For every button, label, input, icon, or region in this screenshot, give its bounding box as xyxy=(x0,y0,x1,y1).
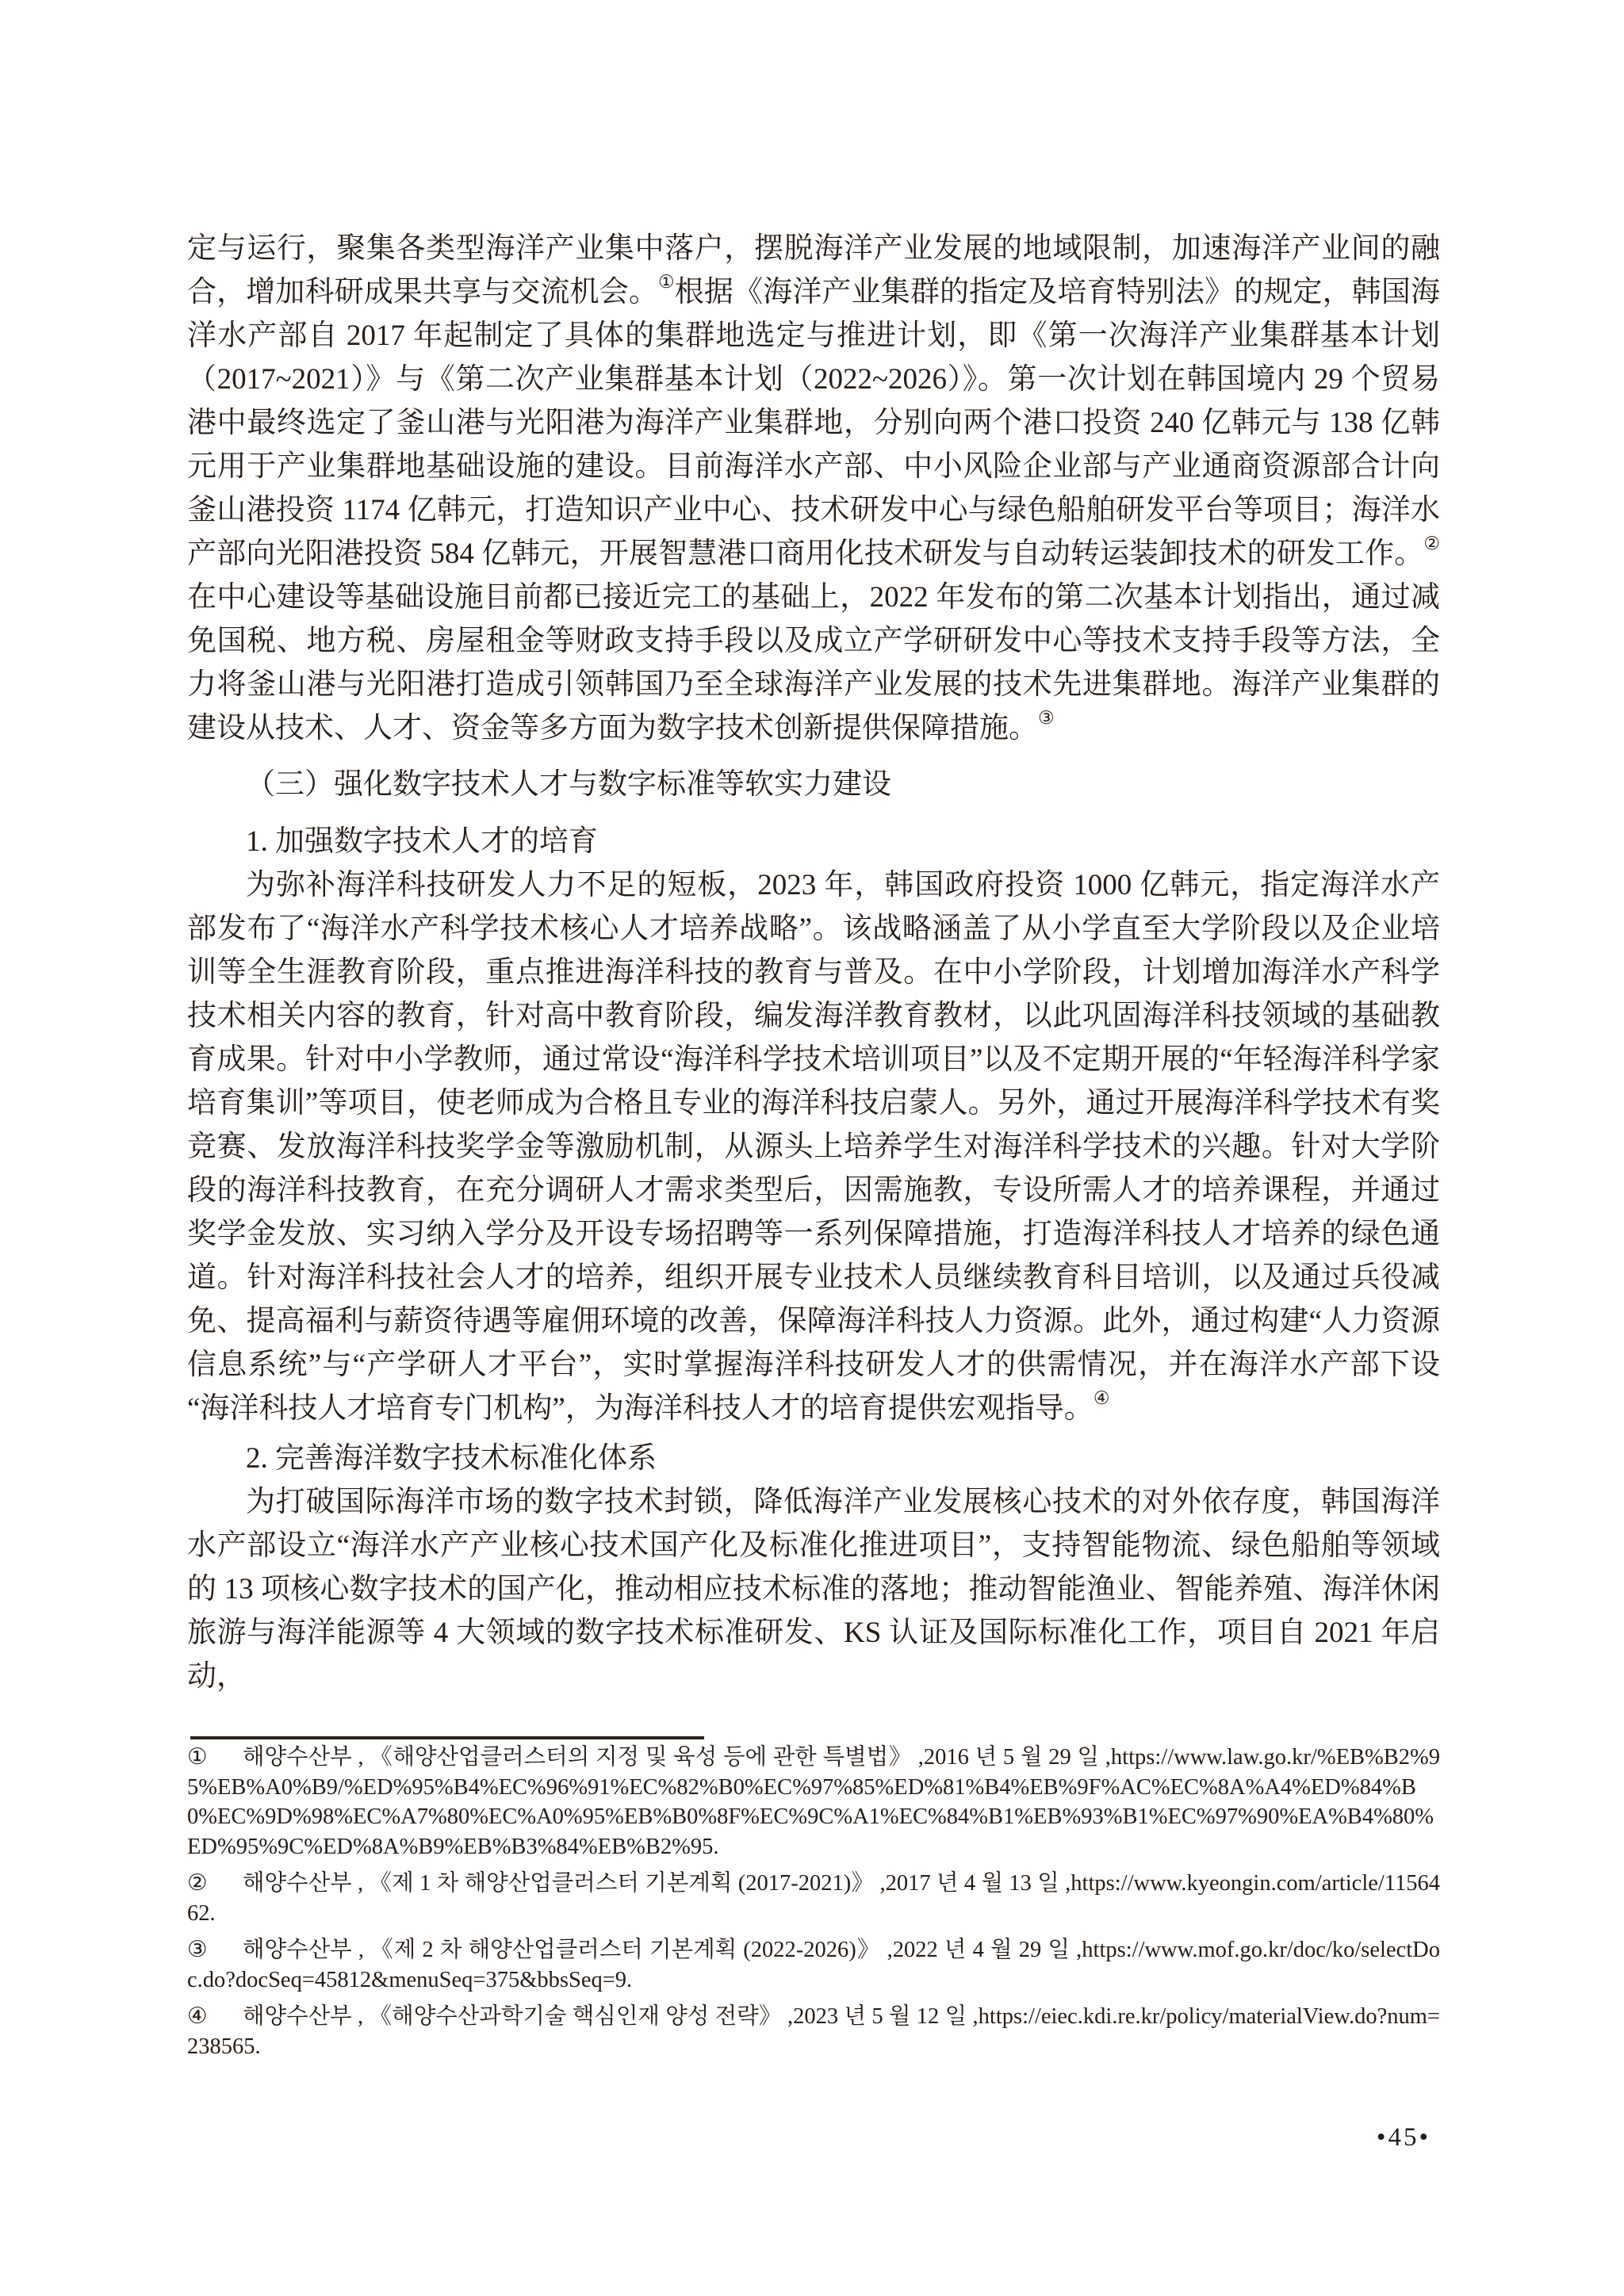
footnote-marker: ① xyxy=(187,1745,208,1770)
main-text-column xyxy=(187,227,1440,1698)
footnotes-section xyxy=(187,1743,1440,2068)
footnote-item xyxy=(187,2002,1440,2061)
page-number: •45• xyxy=(1376,2123,1431,2152)
body-blocks xyxy=(187,227,1440,1698)
sub-heading: 1. 加强数字技术人才的培育 xyxy=(246,825,598,858)
footnote-text: 해양수산부 , 《제 1 차 해양산업클러스터 기본계획 (2017-2021)》 ,2017 년 4 월 13 일 ,https://www.kyeongin.com/article/1156462. xyxy=(187,1871,1440,1926)
body-paragraph: 为打破国际海洋市场的数字技术封锁，降低海洋产业发展核心技术的对外依存度，韩国海洋水产部设立“海洋水产产业核心技术国产化及标准化推进项目”，支持智能物流、绿色船舶等领域的 13 项核心数字技术的国产化，推动相应技术标准的落地；推动智能渔业、智能养殖、海洋休闲旅游与海洋能源等 4 大领域的数字技术标准研发、KS 认证及国际标准化工作，项目自 2021 年启动， xyxy=(187,1486,1440,1693)
sub-heading: 2. 完善海洋数字技术标准化体系 xyxy=(246,1442,657,1475)
section-heading: （三）强化数字技术人才与数字标准等软实力建设 xyxy=(246,768,891,801)
footnote-ref: ① xyxy=(658,272,675,292)
body-paragraph: 定与运行，聚集各类型海洋产业集中落户，摆脱海洋产业发展的地域限制，加速海洋产业间的融合，增加科研成果共享与交流机会。①根据《海洋产业集群的指定及培育特别法》的规定，韩国海洋水产部自 2017 年起制定了具体的集群地选定与推进计划，即《第一次海洋产业集群基本计划（2017~2021）》与《第二次产业集群基本计划（2022~2026）》。第一次计划在韩国境内 29 个贸易港中最终选定了釜山港与光阳港为海洋产业集群地，分别向两个港口投资 240 亿韩元与 138 亿韩元用于产业集群地基础设施的建设。目前海洋水产部、中小风险企业部与产业通商资源部合计向釜山港投资 1174 亿韩元，打造知识产业中心、技术研发中心与绿色船舶研发平台等项目；海洋水产部向光阳港投资 584 亿韩元，开展智慧港口商用化技术研发与自动转运装卸技术的研发工作。②在中心建设等基础设施目前都已接近完工的基础上，2022 年发布的第二次基本计划指出，通过减免国税、地方税、房屋租金等财政支持手段以及成立产学研研发中心等技术支持手段等方法，全力将釜山港与光阳港打造成引领韩国乃至全球海洋产业发展的技术先进集群地。海洋产业集群的建设从技术、人才、资金等多方面为数字技术创新提供保障措施。③ xyxy=(187,232,1440,744)
footnote-separator xyxy=(190,1736,704,1739)
footnote-text: 해양수산부 , 《제 2 차 해양산업클러스터 기본계획 (2022-2026)》 ,2022 년 4 월 29 일 ,https://www.mof.go.kr/doc/ko/selectDoc.do?docSeq=45812&menuSeq=375&bbsSeq=9. xyxy=(187,1938,1440,1992)
footnote-item xyxy=(187,1743,1440,1862)
footnote-item xyxy=(187,1869,1440,1928)
footnote-ref: ④ xyxy=(1093,1388,1110,1408)
footnote-marker: ② xyxy=(187,1871,208,1896)
footnote-marker: ④ xyxy=(187,2004,208,2029)
footnote-item xyxy=(187,1935,1440,1995)
footnote-ref: ② xyxy=(1423,534,1440,553)
footnote-text: 해양수산부 , 《해양수산과학기술 핵심인재 양성 전략》 ,2023 년 5 월 12 일 ,https://eiec.kdi.re.kr/policy/materialView.do?num=238565. xyxy=(187,2004,1440,2059)
footnote-text: 해양수산부 , 《해양산업클러스터의 지정 및 육성 등에 관한 특별법》 ,2016 년 5 월 29 일 ,https://www.law.go.kr/%EB%B2%95%EB%A0%B9/%ED%95%B4%EC%96%91%EC%82%B0%EC%97%85%ED%81%B4%EB%9F%AC%EC%8A%A4%ED%84%B0%EC%9D%98%EC%A7%80%EC%A0%95%EB%B0%8F%EC%9C%A1%EC%84%B1%EB%93%B1%EC%97%90%EA%B4%80%ED%95%9C%ED%8A%B9%EB%B3%84%EB%B2%95. xyxy=(187,1745,1440,1859)
footnote-marker: ③ xyxy=(187,1938,208,1962)
footnote-ref: ③ xyxy=(1038,708,1055,728)
body-paragraph: 为弥补海洋科技研发人力不足的短板，2023 年，韩国政府投资 1000 亿韩元，指定海洋水产部发布了“海洋水产科学技术核心人才培养战略”。该战略涵盖了从小学直至大学阶段以及企业培训等全生涯教育阶段，重点推进海洋科技的教育与普及。在中小学阶段，计划增加海洋水产科学技术相关内容的教育，针对高中教育阶段，编发海洋教育教材，以此巩固海洋科技领域的基础教育成果。针对中小学教师，通过常设“海洋科学技术培训项目”以及不定期开展的“年轻海洋科学家培育集训”等项目，使老师成为合格且专业的海洋科技启蒙人。另外，通过开展海洋科学技术有奖竞赛、发放海洋科技奖学金等激励机制，从源头上培养学生对海洋科学技术的兴趣。针对大学阶段的海洋科技教育，在充分调研人才需求类型后，因需施教，专设所需人才的培养课程，并通过奖学金发放、实习纳入学分及开设专场招聘等一系列保障措施，打造海洋科技人才培养的绿色通道。针对海洋科技社会人才的培养，组织开展专业技术人员继续教育科目培训，以及通过兵役减免、提高福利与薪资待遇等雇佣环境的改善，保障海洋科技人力资源。此外，通过构建“人力资源信息系统”与“产学研人才平台”，实时掌握海洋科技研发人才的供需情况，并在海洋水产部下设“海洋科技人才培育专门机构”，为海洋科技人才的培育提供宏观指导。④ xyxy=(187,869,1440,1425)
